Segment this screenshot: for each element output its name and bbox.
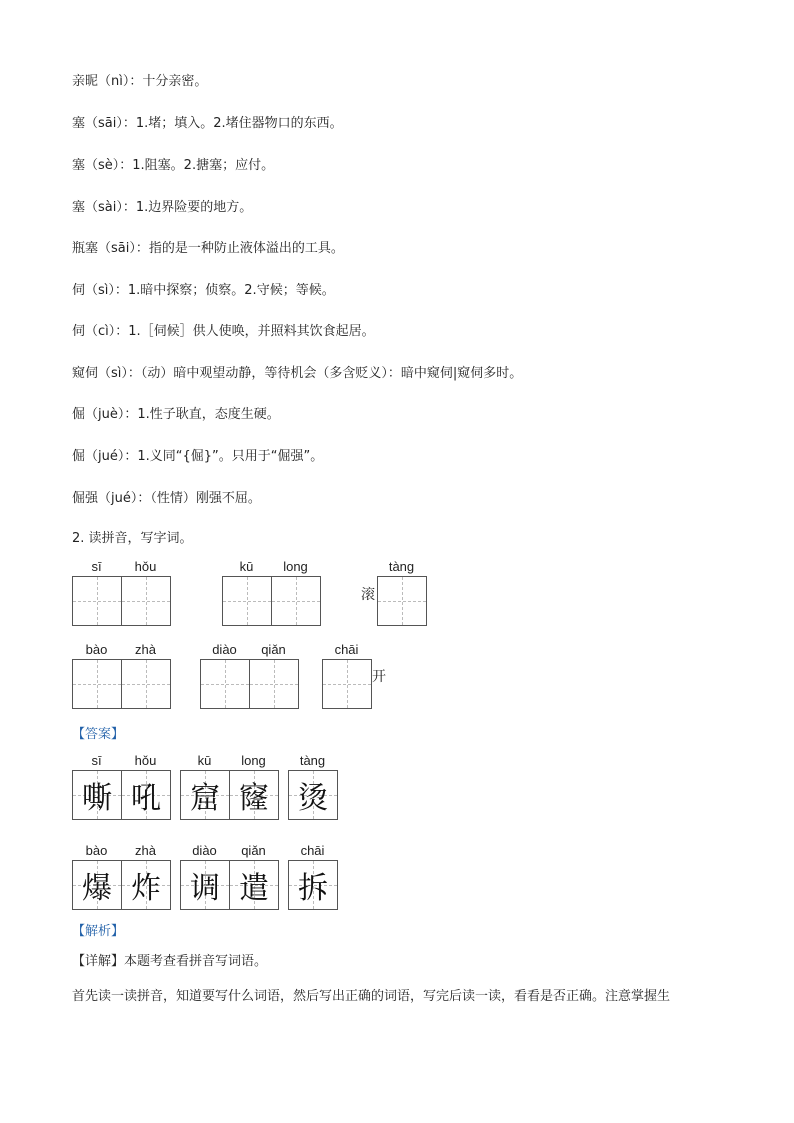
definition-10: 倔（jué）：1.义同“{倔}”。只用于“倔强”。 [72, 449, 324, 464]
answer-cell [288, 770, 338, 820]
write-cell[interactable] [122, 659, 171, 709]
pinyin-long: long [283, 559, 308, 574]
answer-pinyin-long: long [241, 753, 266, 768]
pinyin-diao: diào [212, 642, 237, 657]
answer-pinyin-chai: chāi [300, 843, 325, 858]
write-cell[interactable] [377, 576, 427, 626]
pinyin-qian: qiǎn [261, 642, 286, 657]
write-cell[interactable] [272, 576, 321, 626]
write-cell[interactable] [200, 659, 250, 709]
definition-1: 亲昵（nì）：十分亲密。 [72, 74, 208, 89]
question-title: 2. 读拼音，写字词。 [72, 531, 193, 546]
write-cell[interactable] [122, 576, 171, 626]
write-grid-kulong[interactable] [222, 576, 321, 626]
answer-pinyin-bao: bào [85, 843, 108, 858]
answer-pinyin-zha: zhà [135, 843, 156, 858]
definition-7: 伺（cì）：1.［伺候］供人使唤，并照料其饮食起居。 [72, 324, 375, 339]
analysis-paragraph: 首先读一读拼音，知道要写什么词语，然后写出正确的词语，写完后读一读，看看是否正确。注意掌握生 [72, 989, 671, 1004]
answer-pinyin-qian: qiǎn [241, 843, 266, 858]
definition-5: 瓶塞（sāi）：指的是一种防止液体溢出的工具。 [72, 241, 344, 256]
write-cell[interactable] [72, 576, 122, 626]
answer-cell [122, 770, 171, 820]
answer-char: 调 [190, 871, 220, 906]
write-cell[interactable] [322, 659, 372, 709]
answer-cell [230, 770, 279, 820]
answer-grid-chai [288, 860, 338, 910]
answer-char: 窟 [190, 781, 220, 816]
answer-char: 吼 [131, 781, 161, 816]
answer-char: 拆 [298, 871, 328, 906]
pinyin-chai: chāi [334, 642, 359, 657]
answer-pinyin-ku: kū [197, 753, 212, 768]
answer-cell [288, 860, 338, 910]
definition-4: 塞（sài）：1.边界险要的地方。 [72, 200, 253, 215]
answer-cell [72, 770, 122, 820]
write-grid-tang[interactable] [377, 576, 427, 626]
answer-label: 【答案】 [72, 727, 125, 742]
answer-grid-kulong [180, 770, 279, 820]
pinyin-bao: bào [85, 642, 108, 657]
write-grid-baozha[interactable] [72, 659, 171, 709]
answer-cell [180, 860, 230, 910]
write-grid-sihou[interactable] [72, 576, 171, 626]
answer-grid-baozha [72, 860, 171, 910]
answer-cell [122, 860, 171, 910]
detail-line: 【详解】本题考查看拼音写词语。 [72, 954, 268, 969]
definition-11: 倔强（jué）：（性情）刚强不屈。 [72, 491, 261, 506]
answer-grid-sihou [72, 770, 171, 820]
write-cell[interactable] [72, 659, 122, 709]
write-grid-diaoqian[interactable] [200, 659, 299, 709]
pinyin-si: sī [91, 559, 102, 574]
answer-pinyin-diao: diào [192, 843, 217, 858]
definition-3: 塞（sè）：1.阻塞。2.搪塞；应付。 [72, 158, 275, 173]
analysis-label: 【解析】 [72, 924, 125, 939]
pinyin-zha: zhà [135, 642, 156, 657]
write-cell[interactable] [222, 576, 272, 626]
answer-cell [180, 770, 230, 820]
answer-char: 烫 [298, 781, 328, 816]
answer-char: 遣 [239, 871, 269, 906]
answer-char: 窿 [239, 781, 269, 816]
definition-6: 伺（sì）：1.暗中探察；侦察。2.守候；等候。 [72, 283, 335, 298]
prefix-char: 滚 [361, 587, 375, 603]
pinyin-tang: tàng [388, 559, 415, 574]
definition-9: 倔（juè）：1.性子耿直，态度生硬。 [72, 407, 280, 422]
write-grid-chai[interactable] [322, 659, 372, 709]
answer-grid-diaoqian [180, 860, 279, 910]
answer-pinyin-tang: tàng [299, 753, 326, 768]
answer-cell [72, 860, 122, 910]
answer-pinyin-si: sī [91, 753, 102, 768]
answer-char: 爆 [82, 871, 112, 906]
definition-8: 窥伺（sì）：（动）暗中观望动静，等待机会（多含贬义）：暗中窥伺|窥伺多时。 [72, 366, 523, 381]
answer-char: 嘶 [82, 781, 112, 816]
answer-pinyin-hou: hǒu [134, 753, 157, 768]
answer-cell [230, 860, 279, 910]
answer-grid-tang [288, 770, 338, 820]
pinyin-ku: kū [239, 559, 254, 574]
definition-2: 塞（sāi）：1.堵；填入。2.堵住器物口的东西。 [72, 116, 343, 131]
answer-char: 炸 [131, 871, 161, 906]
write-cell[interactable] [250, 659, 299, 709]
suffix-char: 开 [372, 669, 386, 685]
pinyin-hou: hǒu [134, 559, 157, 574]
